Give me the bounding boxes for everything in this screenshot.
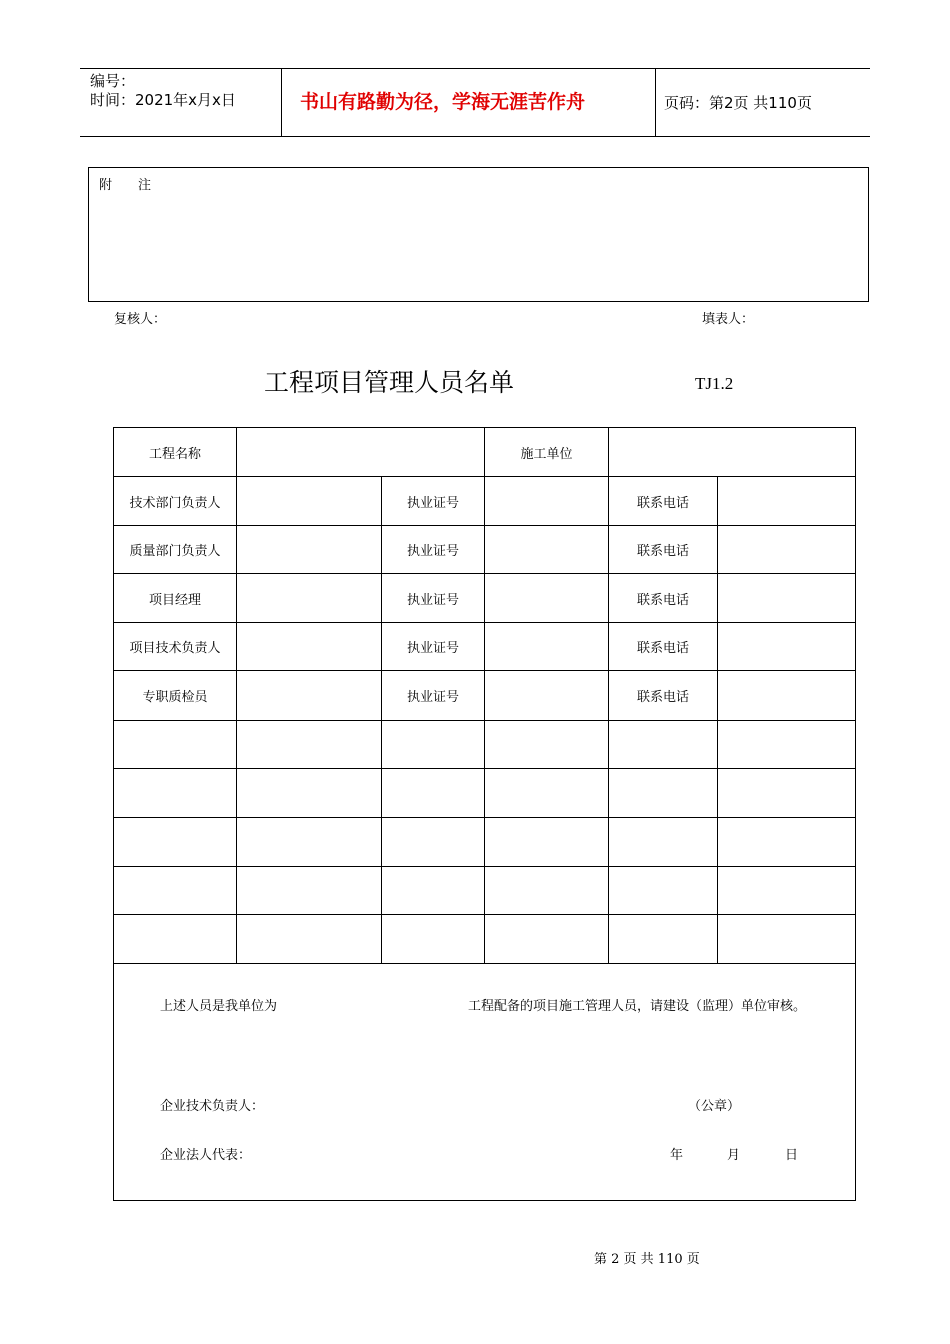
form-title: 工程项目管理人员名单 — [264, 368, 515, 397]
cert-field[interactable] — [485, 526, 609, 574]
phone-label: 联系电话 — [609, 623, 718, 671]
empty-cell[interactable] — [237, 818, 382, 867]
empty-cell[interactable] — [237, 867, 382, 915]
header-divider-left — [281, 68, 282, 136]
header-top-rule — [80, 68, 870, 69]
phone-field[interactable] — [718, 477, 856, 526]
empty-cell[interactable] — [237, 721, 382, 769]
name-field[interactable] — [237, 526, 382, 574]
role-label: 技术部门负责人 — [114, 477, 237, 526]
empty-cell[interactable] — [609, 721, 718, 769]
empty-cell[interactable] — [485, 915, 609, 964]
month-label: 月 — [727, 1148, 741, 1163]
cert-field[interactable] — [485, 671, 609, 721]
empty-cell[interactable] — [382, 915, 485, 964]
empty-cell[interactable] — [718, 818, 856, 867]
form-code: TJ1.2 — [695, 374, 734, 393]
empty-cell[interactable] — [114, 818, 237, 867]
cert-label: 执业证号 — [382, 671, 485, 721]
table-row — [114, 477, 856, 526]
header-bottom-rule — [80, 136, 870, 137]
empty-cell[interactable] — [609, 915, 718, 964]
name-field[interactable] — [237, 477, 382, 526]
empty-cell[interactable] — [609, 867, 718, 915]
remarks-label: 附 注 — [99, 178, 152, 193]
phone-field[interactable] — [718, 526, 856, 574]
tech-head-label: 企业技术负责人： — [160, 1099, 265, 1114]
cert-label: 执业证号 — [382, 526, 485, 574]
remarks-box — [88, 167, 869, 302]
empty-cell[interactable] — [485, 818, 609, 867]
table-row — [114, 671, 856, 721]
legal-rep-label: 企业法人代表： — [160, 1148, 252, 1163]
header-motto: 书山有路勤为径，学海无涯苦作舟 — [300, 91, 586, 113]
cert-label: 执业证号 — [382, 477, 485, 526]
phone-field[interactable] — [718, 574, 856, 623]
empty-cell[interactable] — [718, 867, 856, 915]
phone-label: 联系电话 — [609, 526, 718, 574]
role-label: 质量部门负责人 — [114, 526, 237, 574]
empty-cell[interactable] — [718, 915, 856, 964]
role-label: 项目经理 — [114, 574, 237, 623]
document-time: 时间：2021年x月x日 — [90, 91, 236, 109]
table-row — [114, 623, 856, 671]
seal-label: （公章） — [688, 1099, 741, 1114]
table-row — [114, 428, 856, 477]
year-label: 年 — [670, 1148, 684, 1163]
reviewer-label: 复核人： — [114, 312, 167, 327]
construction-unit-field[interactable] — [609, 428, 856, 477]
phone-field[interactable] — [718, 623, 856, 671]
empty-cell[interactable] — [718, 769, 856, 818]
empty-cell[interactable] — [237, 915, 382, 964]
phone-label: 联系电话 — [609, 671, 718, 721]
empty-table-row — [114, 769, 856, 818]
page-footer: 第 2 页 共 110 页 — [594, 1252, 700, 1267]
table-row — [114, 526, 856, 574]
statement-right: 工程配备的项目施工管理人员，请建设（监理）单位审核。 — [468, 999, 807, 1014]
empty-cell[interactable] — [114, 721, 237, 769]
construction-unit-label: 施工单位 — [485, 428, 609, 477]
phone-field[interactable] — [718, 671, 856, 721]
personnel-table — [113, 427, 856, 964]
empty-cell[interactable] — [382, 867, 485, 915]
document-number: 编号： — [90, 72, 136, 90]
name-field[interactable] — [237, 623, 382, 671]
cert-field[interactable] — [485, 574, 609, 623]
header-divider-right — [655, 68, 656, 136]
empty-table-row — [114, 915, 856, 964]
empty-cell[interactable] — [114, 867, 237, 915]
empty-table-row — [114, 818, 856, 867]
empty-cell[interactable] — [718, 721, 856, 769]
cert-label: 执业证号 — [382, 574, 485, 623]
empty-cell[interactable] — [382, 818, 485, 867]
project-name-field[interactable] — [237, 428, 485, 477]
statement-box — [113, 964, 856, 1201]
empty-cell[interactable] — [114, 769, 237, 818]
empty-cell[interactable] — [237, 769, 382, 818]
cert-field[interactable] — [485, 623, 609, 671]
empty-table-row — [114, 867, 856, 915]
name-field[interactable] — [237, 671, 382, 721]
role-label: 专职质检员 — [114, 671, 237, 721]
cert-label: 执业证号 — [382, 623, 485, 671]
empty-cell[interactable] — [114, 915, 237, 964]
empty-cell[interactable] — [382, 769, 485, 818]
empty-table-row — [114, 721, 856, 769]
phone-label: 联系电话 — [609, 477, 718, 526]
empty-cell[interactable] — [485, 867, 609, 915]
project-name-label: 工程名称 — [114, 428, 237, 477]
empty-cell[interactable] — [485, 769, 609, 818]
header-page-info: 页码：第2页 共110页 — [664, 94, 812, 112]
role-label: 项目技术负责人 — [114, 623, 237, 671]
statement-left: 上述人员是我单位为 — [160, 999, 278, 1014]
cert-field[interactable] — [485, 477, 609, 526]
filler-label: 填表人： — [702, 312, 755, 327]
empty-cell[interactable] — [609, 818, 718, 867]
empty-cell[interactable] — [485, 721, 609, 769]
phone-label: 联系电话 — [609, 574, 718, 623]
empty-cell[interactable] — [609, 769, 718, 818]
day-label: 日 — [785, 1148, 799, 1163]
empty-cell[interactable] — [382, 721, 485, 769]
name-field[interactable] — [237, 574, 382, 623]
table-row — [114, 574, 856, 623]
